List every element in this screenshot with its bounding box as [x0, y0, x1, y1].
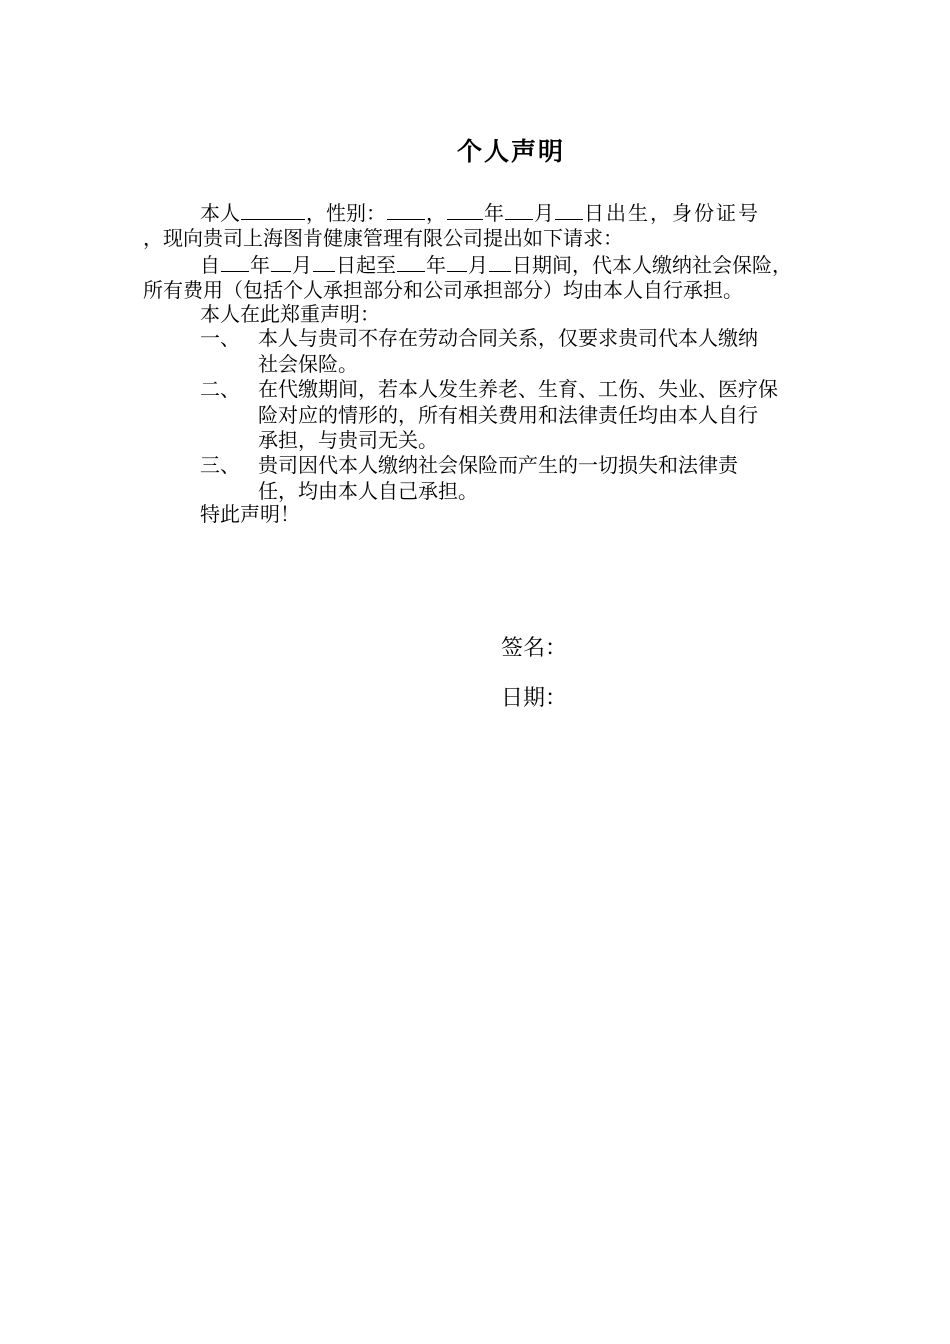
- end-year-blank: [397, 251, 425, 272]
- request-text: 日起至: [336, 253, 396, 277]
- request-text: 月: [468, 253, 488, 277]
- item-3-marker: 三、: [200, 453, 240, 477]
- item-1-marker: 一、: [200, 326, 240, 350]
- signature-label: 签名：: [501, 636, 568, 661]
- birth-day-blank: [555, 199, 583, 220]
- request-text: 自: [200, 253, 220, 277]
- start-year-blank: [221, 251, 249, 272]
- document-title: 个人声明: [456, 137, 565, 166]
- birth-month-blank: [505, 199, 533, 220]
- gender-blank: [387, 199, 425, 220]
- date-label: 日期：: [501, 686, 568, 711]
- item-1-line-1: 本人与贵司不存在劳动合同关系，仅要求贵司代本人缴纳: [258, 326, 758, 350]
- item-3-line-2: 任，均由本人自己承担。: [258, 479, 478, 503]
- item-2-line-1: 在代缴期间，若本人发生养老、生育、工伤、失业、医疗保: [258, 377, 778, 401]
- intro-text: ，性别：: [306, 201, 386, 225]
- request-line-1: [200, 251, 792, 278]
- intro-text: ，: [426, 201, 446, 225]
- intro-text: 年: [484, 201, 504, 225]
- end-day-blank: [489, 251, 511, 272]
- birth-year-blank: [447, 199, 483, 220]
- request-text: 年: [426, 253, 446, 277]
- item-3-line-1: 贵司因代本人缴纳社会保险而产生的一切损失和法律责: [258, 453, 738, 477]
- item-1-line-2: 社会保险。: [258, 352, 358, 376]
- request-text: 月: [292, 253, 312, 277]
- start-month-blank: [271, 251, 291, 272]
- name-blank: [241, 199, 305, 220]
- intro-text: 本人: [200, 201, 240, 225]
- closing-text: 特此声明！: [200, 502, 300, 526]
- declare-heading: 本人在此郑重声明：: [200, 302, 380, 326]
- intro-line-1: [200, 199, 760, 226]
- item-2-line-2: 险对应的情形的，所有相关费用和法律责任均由本人自行: [258, 403, 758, 427]
- intro-line-2: ，现向贵司上海图肯健康管理有限公司提出如下请求：: [143, 226, 623, 250]
- intro-text: 月: [534, 201, 554, 225]
- end-month-blank: [447, 251, 467, 272]
- request-line-2: 所有费用（包括个人承担部分和公司承担部分）均由本人自行承担。: [143, 278, 743, 302]
- item-2-marker: 二、: [200, 377, 240, 401]
- request-text: 年: [250, 253, 270, 277]
- request-text: 日期间，代本人缴纳社会保险，: [512, 253, 792, 277]
- item-2-line-3: 承担，与贵司无关。: [258, 428, 438, 452]
- intro-text: 日出生，身份证号: [584, 201, 760, 225]
- start-day-blank: [313, 251, 335, 272]
